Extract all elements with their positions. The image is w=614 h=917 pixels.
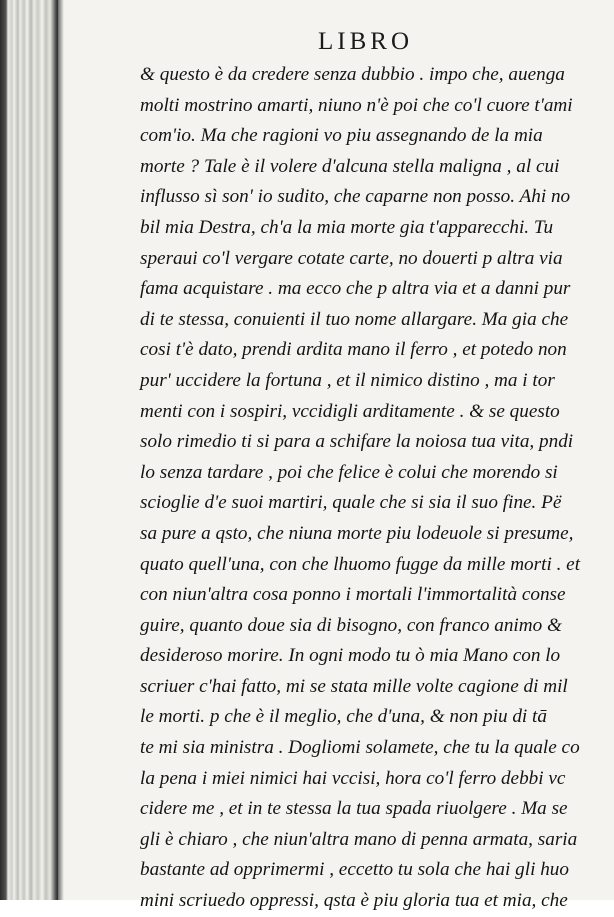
text-line: la pena i miei nimici hai vccisi, hora co'l ferro debbi vc xyxy=(140,767,566,789)
text-line: gli è chiaro , che niun'altra mano di penna armata, saria xyxy=(140,828,578,850)
text-line: solo rimedio ti si para a schifare la noiosa tua vita, pndi xyxy=(140,431,574,453)
text-line: desideroso morire. In ogni modo tu ò mia Mano con lo xyxy=(140,645,561,667)
page-header xyxy=(0,28,614,58)
text-line: sa pure a qsto, che niuna morte piu lodeuole si presume, xyxy=(140,522,574,544)
text-line: bastante ad opprimermi , eccetto tu sola che hai gli huo xyxy=(140,859,569,881)
running-head: LIBRO xyxy=(318,28,413,55)
text-line: cosi t'è dato, prendi ardita mano il ferro , et potedo non xyxy=(140,339,567,361)
text-line: molti mostrino amarti, niuno n'è poi che co'l cuore t'ami xyxy=(140,94,573,116)
text-line: pur' uccidere la fortuna , et il nimico distino , ma i tor xyxy=(140,369,555,391)
text-line: le morti. p che è il meglio, che d'una, & non piu di tā xyxy=(140,706,547,728)
text-line: fama acquistare . ma ecco che p altra via et a danni pur xyxy=(140,278,571,300)
text-line: cidere me , et in te stessa la tua spada riuolgere . Ma se xyxy=(140,798,568,820)
text-line: speraui co'l vergare cotate carte, no douerti p altra via xyxy=(140,247,563,269)
text-line: scioglie d'e suoi martiri, quale che si sia il suo fine. Pë xyxy=(140,492,562,514)
text-line: influsso sì son' io sudito, che caparne non posso. Ahi no xyxy=(140,186,571,208)
text-line: & questo è da credere senza dubbio . impo che, auenga xyxy=(140,64,565,85)
text-line: guire, quanto doue sia di bisogno, con franco animo & xyxy=(140,614,562,636)
book-gutter xyxy=(0,0,58,900)
text-line: bil mia Destra, ch'a la mia morte gia t'apparecchi. Tu xyxy=(140,216,554,238)
text-line: di te stessa, conuienti il tuo nome allargare. Ma gia che xyxy=(140,308,569,330)
text-line: mini scriuedo oppressi, qsta è piu gloria tua et mia, che xyxy=(140,890,568,912)
text-block xyxy=(140,60,614,917)
text-line: te mi sia ministra . Dogliomi solamete, che tu la quale co xyxy=(140,737,580,759)
text-line: con niun'altra cosa ponno i mortali l'immortalità conse xyxy=(140,584,566,606)
page-edge-shadow xyxy=(58,0,64,900)
text-line: lo senza tardare , poi che felice è colui che morendo si xyxy=(140,461,558,483)
text-line: menti con i sospiri, vccidigli arditamente . & se questo xyxy=(140,400,560,422)
text-line: scriuer c'hai fatto, mi se stata mille volte cagione di mil xyxy=(140,675,568,697)
text-line: com'io. Ma che ragioni vo piu assegnando de la mia xyxy=(140,125,543,147)
text-line: quato quell'una, con che lhuomo fugge da mille morti . et xyxy=(140,553,581,575)
text-line: morte ? Tale è il volere d'alcuna stella maligna , al cui xyxy=(140,155,560,177)
